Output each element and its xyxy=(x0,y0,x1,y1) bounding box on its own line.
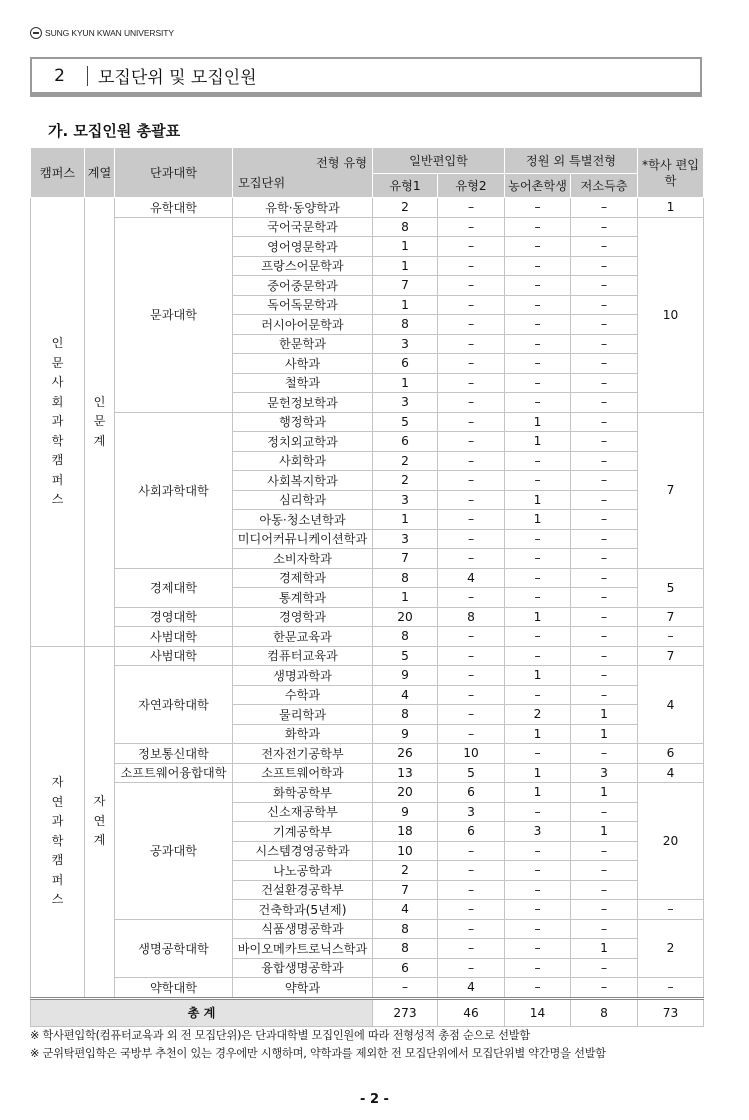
university-logo xyxy=(30,26,174,40)
low-income-count: – xyxy=(571,373,638,393)
unit-name: 중어중문학과 xyxy=(233,276,373,296)
low-income-count: – xyxy=(571,198,638,218)
farm-count: – xyxy=(505,919,571,939)
bachelor-count: – xyxy=(638,978,704,999)
low-income-count: – xyxy=(571,588,638,608)
type2-count: 6 xyxy=(438,822,505,842)
unit-name: 독어독문학과 xyxy=(233,295,373,315)
bachelor-count: 7 xyxy=(638,607,704,627)
farm-count: 1 xyxy=(505,763,571,783)
farm-count: – xyxy=(505,958,571,978)
page-number: - 2 - xyxy=(360,1092,389,1107)
total-bachelor: 73 xyxy=(638,998,704,1026)
farm-count: 1 xyxy=(505,724,571,744)
unit-name: 나노공학과 xyxy=(233,861,373,881)
type1-count: 6 xyxy=(373,354,438,374)
type1-count: 3 xyxy=(373,334,438,354)
farm-count: – xyxy=(505,978,571,999)
table-row xyxy=(31,744,704,764)
farm-count: 1 xyxy=(505,783,571,803)
unit-name: 행정학과 xyxy=(233,412,373,432)
type1-count: 1 xyxy=(373,373,438,393)
low-income-count: – xyxy=(571,880,638,900)
unit-name: 기계공학부 xyxy=(233,822,373,842)
type2-count: 10 xyxy=(438,744,505,764)
low-income-count: – xyxy=(571,568,638,588)
header-special-admission: 정원 외 특별전형 xyxy=(505,148,638,174)
type2-count: – xyxy=(438,939,505,959)
header-admission-type: 전형 유형 xyxy=(316,156,367,170)
header-type2: 유형2 xyxy=(438,174,505,198)
low-income-count: – xyxy=(571,256,638,276)
unit-name: 시스템경영공학과 xyxy=(233,841,373,861)
type2-count: – xyxy=(438,646,505,666)
type1-count: 1 xyxy=(373,295,438,315)
unit-name: 사학과 xyxy=(233,354,373,374)
farm-count: 3 xyxy=(505,822,571,842)
unit-name: 생명과학과 xyxy=(233,666,373,686)
type1-count: 1 xyxy=(373,510,438,530)
unit-name: 경영학과 xyxy=(233,607,373,627)
type1-count: 8 xyxy=(373,939,438,959)
low-income-count: – xyxy=(571,627,638,647)
type2-count: – xyxy=(438,685,505,705)
unit-name: 프랑스어문학과 xyxy=(233,256,373,276)
campus-humanities: 인문사회과학캠퍼스 xyxy=(31,198,85,647)
type1-count: 8 xyxy=(373,705,438,725)
table-body xyxy=(31,198,704,1027)
low-income-count: 1 xyxy=(571,783,638,803)
low-income-count: 1 xyxy=(571,939,638,959)
farm-count: – xyxy=(505,198,571,218)
farm-count: 1 xyxy=(505,412,571,432)
section-number: 2 xyxy=(54,65,65,86)
college-ict: 정보통신대학 xyxy=(115,744,233,764)
type2-count: – xyxy=(438,237,505,257)
low-income-count: – xyxy=(571,861,638,881)
campus-natural-science: 자연과학캠퍼스 xyxy=(31,646,85,998)
farm-count: – xyxy=(505,568,571,588)
farm-count: – xyxy=(505,744,571,764)
low-income-count: – xyxy=(571,451,638,471)
type1-count: 8 xyxy=(373,217,438,237)
type1-count: 18 xyxy=(373,822,438,842)
unit-name: 철학과 xyxy=(233,373,373,393)
header-unit: 모집단위 xyxy=(238,176,286,190)
unit-name: 컴퓨터교육과 xyxy=(233,646,373,666)
type1-count: 4 xyxy=(373,685,438,705)
bachelor-count: 4 xyxy=(638,763,704,783)
farm-count: – xyxy=(505,471,571,491)
farm-count: – xyxy=(505,217,571,237)
bachelor-count: 7 xyxy=(638,646,704,666)
type2-count: – xyxy=(438,724,505,744)
unit-name: 러시아어문학과 xyxy=(233,315,373,335)
table-row xyxy=(31,217,704,237)
header-bachelor-transfer: *학사 편입학 xyxy=(638,148,704,198)
unit-name: 문헌정보학과 xyxy=(233,393,373,413)
college-biz: 경영대학 xyxy=(115,607,233,627)
farm-count: – xyxy=(505,529,571,549)
unit-name: 물리학과 xyxy=(233,705,373,725)
unit-name: 화학과 xyxy=(233,724,373,744)
unit-name: 사회복지학과 xyxy=(233,471,373,491)
table-row xyxy=(31,919,704,939)
college-natsci: 자연과학대학 xyxy=(115,666,233,744)
unit-name: 신소재공학부 xyxy=(233,802,373,822)
college-econ: 경제대학 xyxy=(115,568,233,607)
farm-count: – xyxy=(505,588,571,608)
table-row xyxy=(31,568,704,588)
low-income-count: – xyxy=(571,315,638,335)
total-type2: 46 xyxy=(438,998,505,1026)
type2-count: – xyxy=(438,315,505,335)
header-general-transfer: 일반편입학 xyxy=(373,148,505,174)
table-row xyxy=(31,666,704,686)
low-income-count: – xyxy=(571,958,638,978)
farm-count: 1 xyxy=(505,432,571,452)
college-eng: 공과대학 xyxy=(115,783,233,920)
farm-count: – xyxy=(505,276,571,296)
unit-name: 식품생명공학과 xyxy=(233,919,373,939)
unit-name: 국어국문학과 xyxy=(233,217,373,237)
logo-emblem-icon xyxy=(30,27,42,39)
unit-name: 미디어커뮤니케이션학과 xyxy=(233,529,373,549)
farm-count: 2 xyxy=(505,705,571,725)
unit-name: 정치외교학과 xyxy=(233,432,373,452)
farm-count: 1 xyxy=(505,607,571,627)
unit-name: 경제학과 xyxy=(233,568,373,588)
unit-name: 유학·동양학과 xyxy=(233,198,373,218)
unit-name: 건설환경공학부 xyxy=(233,880,373,900)
college-sw: 소프트웨어융합대학 xyxy=(115,763,233,783)
type2-count: – xyxy=(438,841,505,861)
farm-count: – xyxy=(505,627,571,647)
type1-count: 9 xyxy=(373,666,438,686)
type2-count: – xyxy=(438,354,505,374)
bachelor-count: 5 xyxy=(638,568,704,607)
header-type1: 유형1 xyxy=(373,174,438,198)
farm-count: – xyxy=(505,393,571,413)
header-diagonal-cell xyxy=(233,148,373,198)
type2-count: – xyxy=(438,471,505,491)
table-row xyxy=(31,978,704,999)
field-natural: 자연계 xyxy=(85,646,115,998)
field-humanities: 인문계 xyxy=(85,198,115,647)
unit-name: 한문교육과 xyxy=(233,627,373,647)
section-divider xyxy=(87,66,88,86)
type1-count: 20 xyxy=(373,607,438,627)
farm-count: – xyxy=(505,861,571,881)
type2-count: – xyxy=(438,549,505,569)
unit-name: 한문학과 xyxy=(233,334,373,354)
farm-count: – xyxy=(505,334,571,354)
college-edu1: 사범대학 xyxy=(115,627,233,647)
type1-count: 2 xyxy=(373,471,438,491)
bachelor-count: 7 xyxy=(638,412,704,568)
farm-count: – xyxy=(505,685,571,705)
farm-count: 1 xyxy=(505,666,571,686)
bachelor-count: – xyxy=(638,627,704,647)
total-label: 총 계 xyxy=(31,998,373,1026)
type2-count: – xyxy=(438,334,505,354)
farm-count: – xyxy=(505,373,571,393)
bachelor-count: 2 xyxy=(638,919,704,978)
college-liberal: 문과대학 xyxy=(115,217,233,412)
type1-count: 1 xyxy=(373,237,438,257)
farm-count: – xyxy=(505,354,571,374)
farm-count: – xyxy=(505,802,571,822)
unit-name: 소프트웨어학과 xyxy=(233,763,373,783)
type1-count: 6 xyxy=(373,432,438,452)
type2-count: – xyxy=(438,666,505,686)
type1-count: 7 xyxy=(373,880,438,900)
low-income-count: – xyxy=(571,841,638,861)
total-low-income: 8 xyxy=(571,998,638,1026)
low-income-count: – xyxy=(571,607,638,627)
type1-count: 3 xyxy=(373,529,438,549)
total-type1: 273 xyxy=(373,998,438,1026)
low-income-count: – xyxy=(571,900,638,920)
type1-count: 3 xyxy=(373,490,438,510)
unit-name: 약학과 xyxy=(233,978,373,999)
footnote-1: ※ 학사편입학(컴퓨터교육과 외 전 모집단위)은 단과대학별 모집인원에 따라 전형성적 총점 순으로 선발함 xyxy=(30,1029,530,1042)
low-income-count: – xyxy=(571,393,638,413)
type1-count: 10 xyxy=(373,841,438,861)
low-income-count: – xyxy=(571,549,638,569)
low-income-count: – xyxy=(571,354,638,374)
type2-count: – xyxy=(438,217,505,237)
unit-name: 심리학과 xyxy=(233,490,373,510)
low-income-count: – xyxy=(571,744,638,764)
low-income-count: – xyxy=(571,490,638,510)
type1-count: 1 xyxy=(373,588,438,608)
unit-name: 통계학과 xyxy=(233,588,373,608)
total-row xyxy=(31,998,704,1026)
type1-count: 7 xyxy=(373,276,438,296)
type1-count: – xyxy=(373,978,438,999)
unit-name: 수학과 xyxy=(233,685,373,705)
university-name: SUNG KYUN KWAN UNIVERSITY xyxy=(45,28,174,38)
type1-count: 8 xyxy=(373,315,438,335)
type2-count: – xyxy=(438,295,505,315)
total-farm: 14 xyxy=(505,998,571,1026)
farm-count: – xyxy=(505,900,571,920)
low-income-count: – xyxy=(571,978,638,999)
unit-name: 전자전기공학부 xyxy=(233,744,373,764)
low-income-count: – xyxy=(571,666,638,686)
type2-count: – xyxy=(438,861,505,881)
college-social: 사회과학대학 xyxy=(115,412,233,568)
type2-count: – xyxy=(438,256,505,276)
type1-count: 8 xyxy=(373,627,438,647)
college-pharmacy: 약학대학 xyxy=(115,978,233,999)
bachelor-count: – xyxy=(638,900,704,920)
header-college: 단과대학 xyxy=(115,148,233,198)
type2-count: – xyxy=(438,432,505,452)
type1-count: 8 xyxy=(373,568,438,588)
unit-name: 화학공학부 xyxy=(233,783,373,803)
type2-count: – xyxy=(438,510,505,530)
type2-count: – xyxy=(438,451,505,471)
college-edu2: 사범대학 xyxy=(115,646,233,666)
section-header xyxy=(30,57,702,97)
type2-count: 3 xyxy=(438,802,505,822)
type2-count: – xyxy=(438,529,505,549)
farm-count: – xyxy=(505,841,571,861)
low-income-count: – xyxy=(571,217,638,237)
low-income-count: – xyxy=(571,802,638,822)
type1-count: 5 xyxy=(373,412,438,432)
unit-name: 건축학과(5년제) xyxy=(233,900,373,920)
type2-count: – xyxy=(438,490,505,510)
college-bioeng: 생명공학대학 xyxy=(115,919,233,978)
header-farm-students: 농어촌학생 xyxy=(505,174,571,198)
type1-count: 7 xyxy=(373,549,438,569)
farm-count: – xyxy=(505,549,571,569)
footnote-2: ※ 군위탁편입학은 국방부 추천이 있는 경우에만 시행하며, 약학과를 제외한 전 모집단위에서 모집단위별 약간명을 선발함 xyxy=(30,1047,606,1060)
farm-count: – xyxy=(505,256,571,276)
low-income-count: – xyxy=(571,334,638,354)
type2-count: – xyxy=(438,919,505,939)
unit-name: 영어영문학과 xyxy=(233,237,373,257)
table-row xyxy=(31,607,704,627)
header-field: 계열 xyxy=(85,148,115,198)
header-campus: 캠퍼스 xyxy=(31,148,85,198)
type2-count: – xyxy=(438,412,505,432)
type1-count: 26 xyxy=(373,744,438,764)
unit-name: 융합생명공학과 xyxy=(233,958,373,978)
type2-count: 4 xyxy=(438,978,505,999)
low-income-count: – xyxy=(571,510,638,530)
type2-count: – xyxy=(438,958,505,978)
table-row xyxy=(31,783,704,803)
low-income-count: – xyxy=(571,646,638,666)
type2-count: 5 xyxy=(438,763,505,783)
farm-count: 1 xyxy=(505,490,571,510)
low-income-count: 1 xyxy=(571,822,638,842)
farm-count: – xyxy=(505,237,571,257)
type1-count: 9 xyxy=(373,724,438,744)
unit-name: 소비자학과 xyxy=(233,549,373,569)
type2-count: – xyxy=(438,198,505,218)
type1-count: 9 xyxy=(373,802,438,822)
low-income-count: – xyxy=(571,432,638,452)
type2-count: – xyxy=(438,880,505,900)
bachelor-count: 1 xyxy=(638,198,704,218)
low-income-count: – xyxy=(571,237,638,257)
farm-count: 1 xyxy=(505,510,571,530)
low-income-count: – xyxy=(571,529,638,549)
unit-name: 아동·청소년학과 xyxy=(233,510,373,530)
type1-count: 6 xyxy=(373,958,438,978)
bachelor-count: 6 xyxy=(638,744,704,764)
unit-name: 사회학과 xyxy=(233,451,373,471)
type1-count: 2 xyxy=(373,198,438,218)
low-income-count: – xyxy=(571,471,638,491)
type2-count: 6 xyxy=(438,783,505,803)
type2-count: – xyxy=(438,627,505,647)
type1-count: 2 xyxy=(373,451,438,471)
farm-count: – xyxy=(505,880,571,900)
type2-count: 8 xyxy=(438,607,505,627)
type2-count: 4 xyxy=(438,568,505,588)
low-income-count: – xyxy=(571,919,638,939)
type1-count: 5 xyxy=(373,646,438,666)
type2-count: – xyxy=(438,588,505,608)
type2-count: – xyxy=(438,900,505,920)
bachelor-count: 4 xyxy=(638,666,704,744)
farm-count: – xyxy=(505,315,571,335)
low-income-count: – xyxy=(571,412,638,432)
type1-count: 20 xyxy=(373,783,438,803)
college-pharm: 유학대학 xyxy=(115,198,233,218)
bachelor-count: 10 xyxy=(638,217,704,412)
type2-count: – xyxy=(438,393,505,413)
table-row xyxy=(31,763,704,783)
farm-count: – xyxy=(505,646,571,666)
table-row xyxy=(31,198,704,218)
type1-count: 13 xyxy=(373,763,438,783)
admission-quota-table xyxy=(30,147,704,1027)
bachelor-count: 20 xyxy=(638,783,704,900)
farm-count: – xyxy=(505,451,571,471)
type1-count: 3 xyxy=(373,393,438,413)
type1-count: 2 xyxy=(373,861,438,881)
low-income-count: – xyxy=(571,276,638,296)
low-income-count: 3 xyxy=(571,763,638,783)
type1-count: 4 xyxy=(373,900,438,920)
low-income-count: – xyxy=(571,295,638,315)
table-row xyxy=(31,627,704,647)
table-title: 가. 모집인원 총괄표 xyxy=(48,122,181,140)
type2-count: – xyxy=(438,276,505,296)
table-row xyxy=(31,646,704,666)
section-title: 모집단위 및 모집인원 xyxy=(98,68,257,88)
table-row xyxy=(31,412,704,432)
farm-count: – xyxy=(505,295,571,315)
low-income-count: 1 xyxy=(571,724,638,744)
unit-name: 바이오메카트로닉스학과 xyxy=(233,939,373,959)
farm-count: – xyxy=(505,939,571,959)
type1-count: 8 xyxy=(373,919,438,939)
type2-count: – xyxy=(438,373,505,393)
low-income-count: 1 xyxy=(571,705,638,725)
header-low-income: 저소득층 xyxy=(571,174,638,198)
type1-count: 1 xyxy=(373,256,438,276)
low-income-count: – xyxy=(571,685,638,705)
type2-count: – xyxy=(438,705,505,725)
